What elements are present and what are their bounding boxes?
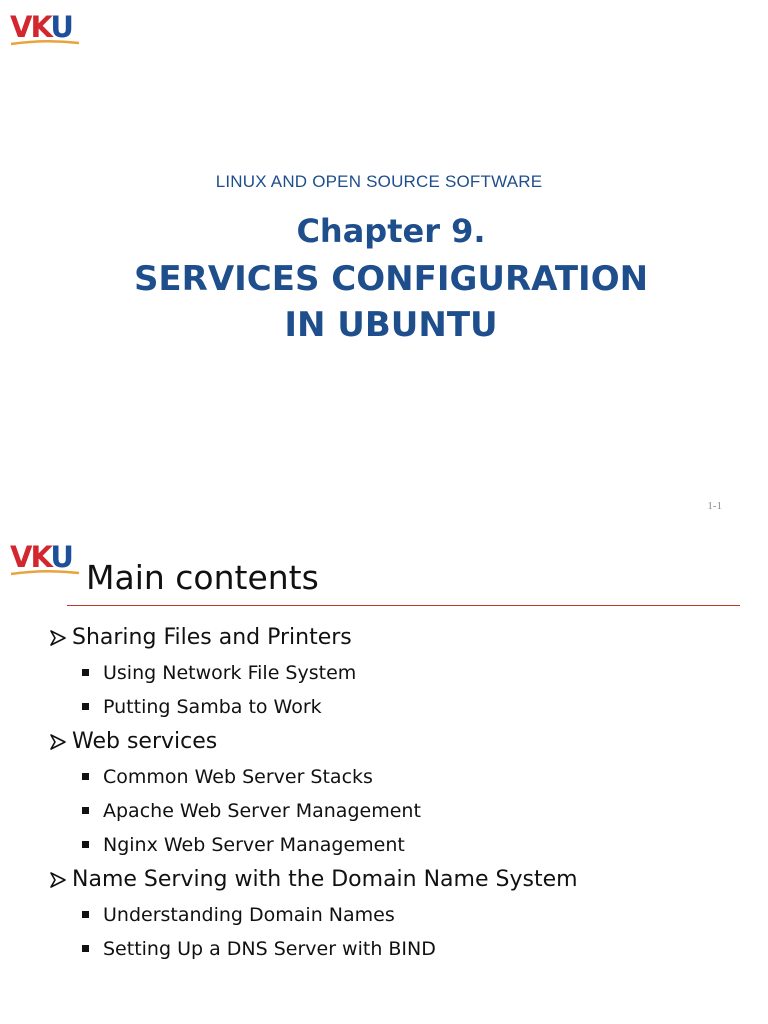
- square-bullet-icon: [82, 773, 89, 780]
- square-bullet-icon: [82, 841, 89, 848]
- list-item: Nginx Web Server Management: [82, 828, 748, 862]
- heading-divider: [67, 605, 740, 606]
- section-title: Web services: [48, 724, 748, 760]
- section-web: [48, 724, 748, 862]
- list-item: Understanding Domain Names: [82, 898, 748, 932]
- section-title: Name Serving with the Domain Name System: [48, 862, 748, 898]
- square-bullet-icon: [82, 669, 89, 676]
- logo-swoosh-icon: [10, 38, 80, 48]
- square-bullet-icon: [82, 911, 89, 918]
- logo-swoosh-icon: [10, 568, 80, 578]
- course-name: LINUX AND OPEN SOURCE SOFTWARE: [215, 172, 543, 191]
- list-item: Apache Web Server Management: [82, 794, 748, 828]
- square-bullet-icon: [82, 703, 89, 710]
- square-bullet-icon: [82, 945, 89, 952]
- section-title: Sharing Files and Printers: [48, 620, 748, 656]
- logo-text: VKU: [10, 540, 72, 574]
- vku-logo: [10, 542, 80, 578]
- arrow-bullet-icon: [48, 732, 68, 752]
- list-item: Using Network File System: [82, 656, 748, 690]
- list-item: Putting Samba to Work: [82, 690, 748, 724]
- contents-slide: [0, 512, 768, 1024]
- vku-logo: [10, 12, 80, 48]
- subtitle-line-1: SERVICES CONFIGURATION: [133, 259, 649, 299]
- square-bullet-icon: [82, 807, 89, 814]
- section-sharing: [48, 620, 748, 724]
- arrow-bullet-icon: [48, 628, 68, 648]
- chapter-title: Chapter 9.: [296, 212, 486, 250]
- list-item: Setting Up a DNS Server with BIND: [82, 932, 748, 966]
- subtitle-line-2: IN UBUNTU: [284, 305, 498, 345]
- arrow-bullet-icon: [48, 870, 68, 890]
- section-dns: [48, 862, 748, 966]
- logo-text: VKU: [10, 10, 72, 44]
- chapter-subtitle: [0, 256, 768, 348]
- contents-list: [48, 620, 748, 966]
- page-number: 1-1: [707, 500, 722, 512]
- contents-heading: Main contents: [86, 558, 319, 597]
- list-item: Common Web Server Stacks: [82, 760, 748, 794]
